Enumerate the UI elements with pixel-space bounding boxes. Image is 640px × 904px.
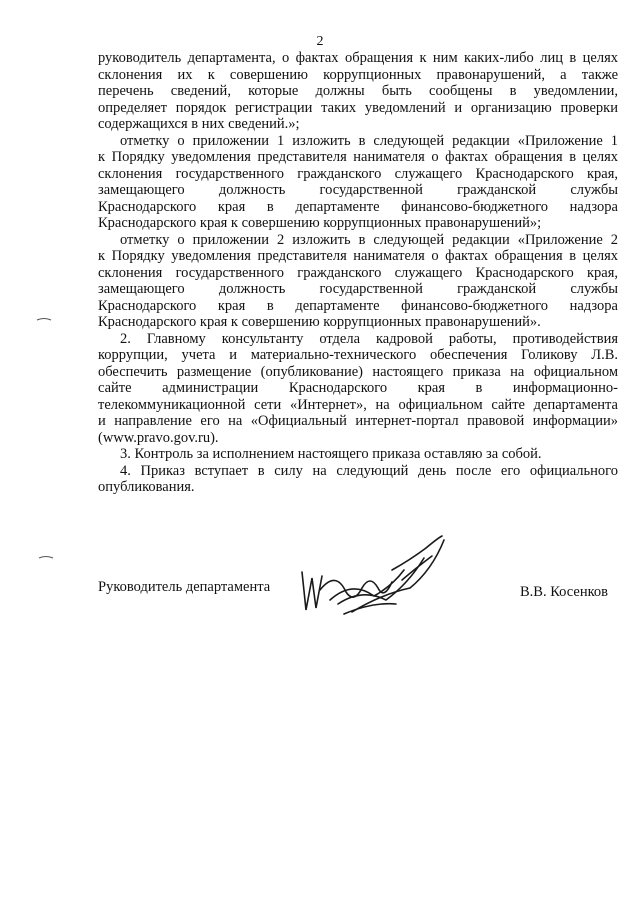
body-line: руководитель департамента, о фактах обращения к ним каких-либо лиц в целях [98, 50, 618, 66]
body-line: к Порядку уведомления представителя нанимателя о фактах обращения в целях [98, 149, 618, 165]
body-line: обеспечить размещение (опубликование) настоящего приказа на официальном [98, 363, 618, 380]
body-line: сайте администрации Краснодарского края в информационно- [98, 380, 618, 396]
body-line: Краснодарского края к совершению коррупционных правонарушений». [98, 314, 541, 330]
body-line: Краснодарского края к совершению коррупционных правонарушений»; [98, 215, 542, 231]
body-line: телекоммуникационной сети «Интернет», на официальном сайте департамента [98, 396, 618, 413]
body-line: 4. Приказ вступает в силу на следующий день после его официального [120, 462, 618, 479]
body-line: Краснодарского края в департаменте финансово-бюджетного надзора [98, 297, 618, 314]
body-line: замещающего должность государственной гражданской службы [98, 182, 618, 198]
signatory-role: Руководитель департамента [98, 579, 271, 595]
body-line: опубликования. [98, 479, 195, 495]
body-line: Краснодарского края в департаменте финансово-бюджетного надзора [98, 198, 618, 215]
body-line: склонения государственного гражданского служащего Краснодарского края, [98, 165, 618, 182]
body-line: отметку о приложении 1 изложить в следующей редакции «Приложение 1 [120, 132, 618, 149]
body-line: определяет порядок регистрации таких уведомлений и организацию проверки [98, 99, 618, 116]
body-line: к Порядку уведомления представителя нанимателя о фактах обращения в целях [98, 248, 618, 264]
body-line: замещающего должность государственной гражданской службы [98, 281, 618, 297]
margin-tick-mark [36, 316, 52, 322]
body-line: содержащихся в них сведений.»; [98, 116, 300, 132]
body-line: (www.pravo.gov.ru). [98, 429, 219, 446]
body-line: перечень сведений, которые должны быть сообщены в уведомлении, [98, 83, 618, 99]
body-line: 2. Главному консультанту отдела кадровой работы, противодействия [120, 330, 618, 347]
body-line: отметку о приложении 2 изложить в следующей редакции «Приложение 2 [120, 231, 618, 248]
body-line: коррупции, учета и материально-технического обеспечения Голикову Л.В. [98, 347, 618, 363]
body-line: 3. Контроль за исполнением настоящего приказа оставляю за собой. [120, 446, 542, 462]
body-line: склонения государственного гражданского служащего Краснодарского края, [98, 264, 618, 281]
margin-tick-mark [38, 554, 54, 560]
body-line: и направление его на «Официальный интернет-портал правовой информации» [98, 413, 618, 429]
body-line: склонения их к совершению коррупционных правонарушений, а также [98, 66, 618, 83]
page-number: 2 [316, 34, 324, 49]
signatory-name: В.В. Косенков [520, 584, 608, 600]
handwritten-signature [292, 530, 452, 620]
document-body [98, 50, 618, 496]
